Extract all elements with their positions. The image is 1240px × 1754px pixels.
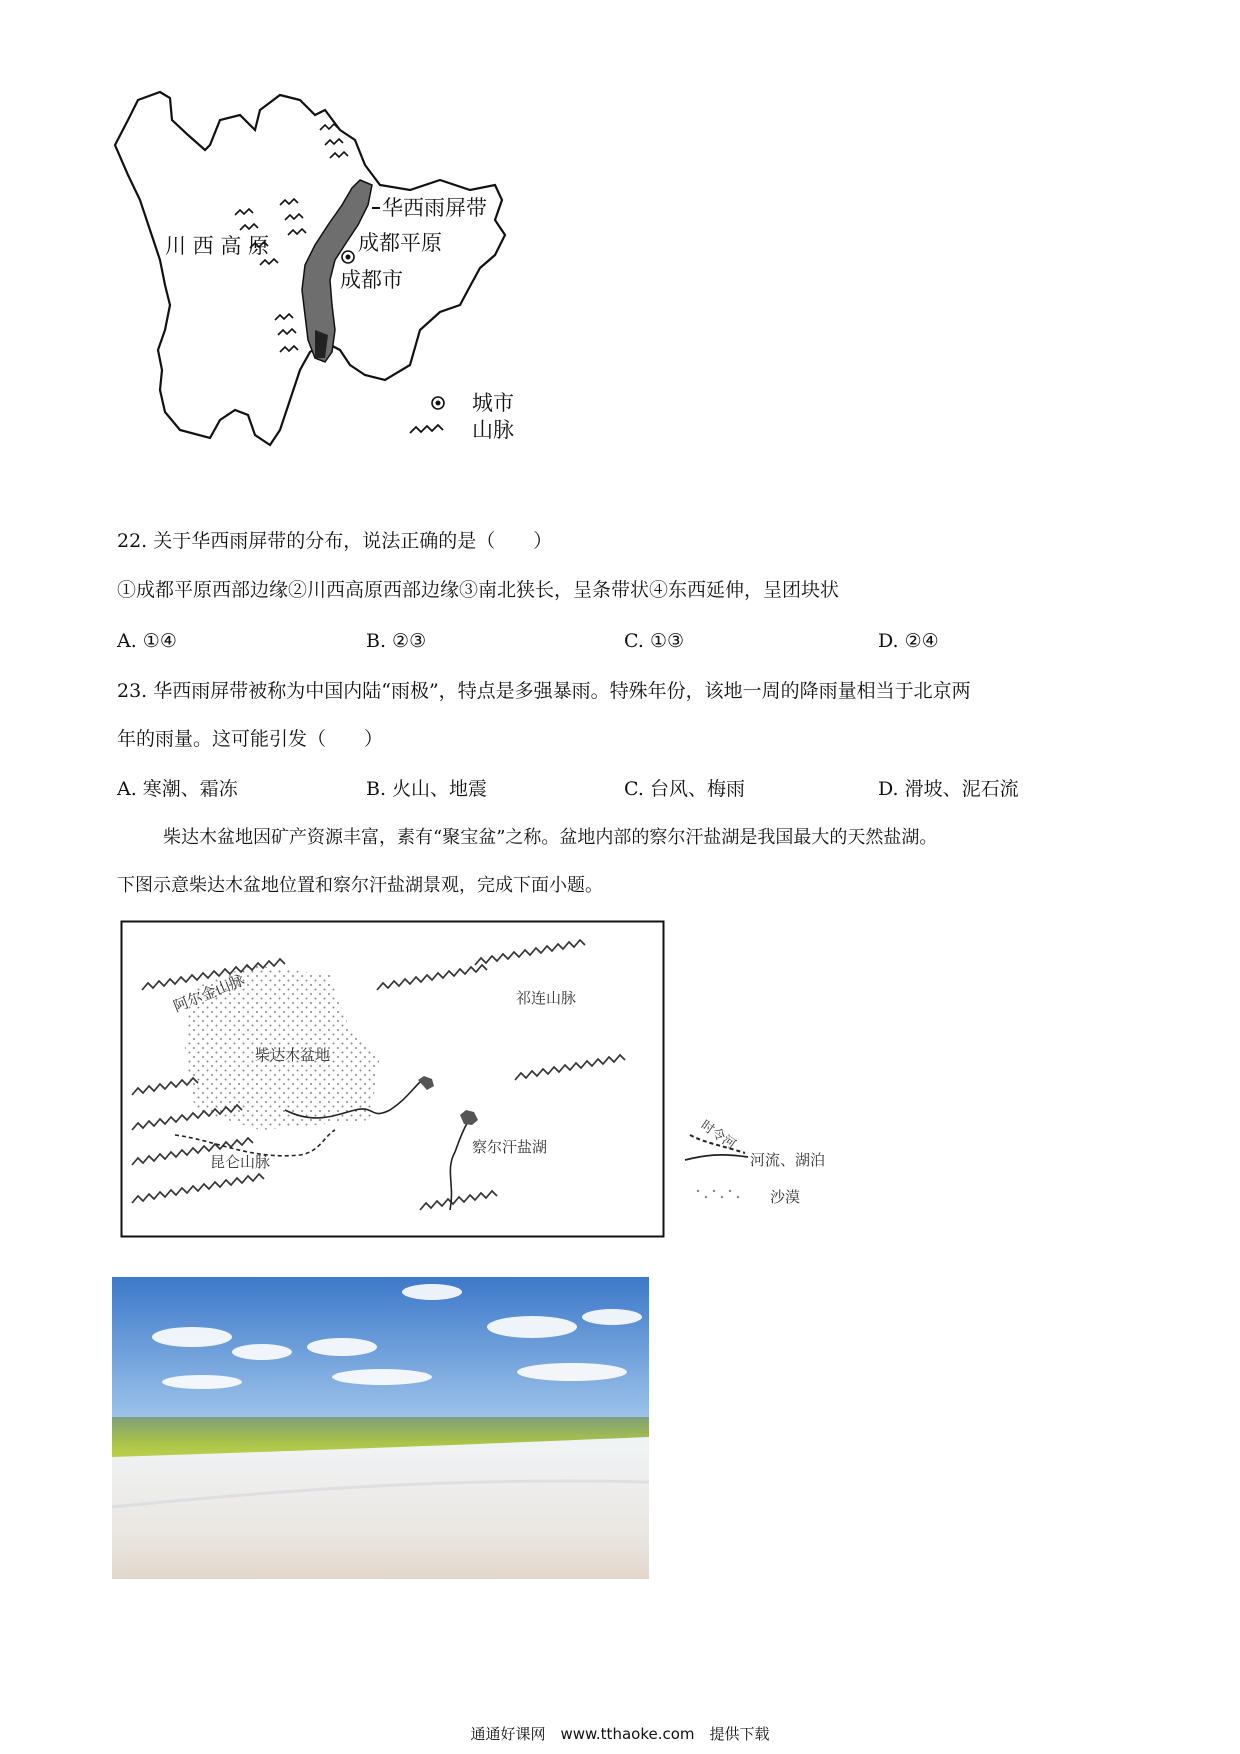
label-chuanxi-plateau: 川 西 高 原 xyxy=(165,234,270,258)
q23-option-a[interactable]: A. 寒潮、霜冻 xyxy=(117,778,238,800)
salt-lake-photo xyxy=(112,1277,649,1579)
label-huaxi-belt: 华西雨屏带 xyxy=(382,196,487,220)
legend-river-label: 河流、湖泊 xyxy=(750,1151,826,1169)
q22-option-c[interactable]: C. ①③ xyxy=(624,630,685,652)
intro-line1: 柴达木盆地因矿产资源丰富，素有“聚宝盆”之称。盆地内部的察尔汗盐湖是我国最大的天然盐湖。 xyxy=(163,827,938,848)
q22-option-b[interactable]: B. ②③ xyxy=(366,630,427,652)
legend-mountain-label: 山脉 xyxy=(472,418,514,442)
q23-option-d[interactable]: D. 滑坡、泥石流 xyxy=(878,778,1019,800)
q23-option-c[interactable]: C. 台风、梅雨 xyxy=(624,778,745,800)
q23-option-b[interactable]: B. 火山、地震 xyxy=(366,778,488,800)
legend-river-icon xyxy=(685,1155,748,1160)
q22-stem: 22. 关于华西雨屏带的分布，说法正确的是（ ） xyxy=(117,530,553,552)
sichuan-map xyxy=(110,90,550,510)
legend-city-label: 城市 xyxy=(472,391,514,415)
legend-mountain-icon xyxy=(410,425,443,433)
legend-desert-label: 沙漠 xyxy=(770,1188,801,1206)
q22-option-a[interactable]: A. ①④ xyxy=(117,630,177,652)
label-chengdu-plain: 成都平原 xyxy=(358,231,442,255)
label-aerjin-mountains: 阿尔金山脉 xyxy=(170,970,248,1016)
q22-option-d[interactable]: D. ②④ xyxy=(878,630,939,652)
qaidam-legend xyxy=(680,1095,860,1225)
q22-statements: ①成都平原西部边缘②川西高原西部边缘③南北狭长，呈条带状④东西延伸，呈团块状 xyxy=(117,579,840,601)
label-chengdu-city: 成都市 xyxy=(340,268,403,292)
legend-desert-icon xyxy=(697,1190,739,1198)
page-footer: 通通好课网 www.tthaoke.com 提供下载 xyxy=(470,1725,770,1743)
q23-stem-line1: 23. 华西雨屏带被称为中国内陆“雨极”，特点是多强暴雨。特殊年份，该地一周的降雨量相当于北京两 xyxy=(117,680,971,702)
label-qarhan-salt-lake: 察尔汗盐湖 xyxy=(472,1138,548,1156)
label-kunlun-mountains: 昆仑山脉 xyxy=(210,1153,271,1171)
intro-line2: 下图示意柴达木盆地位置和察尔汗盐湖景观，完成下面小题。 xyxy=(117,875,603,896)
qaidam-map xyxy=(120,920,665,1238)
label-qilian-mountains: 祁连山脉 xyxy=(516,989,577,1007)
label-qaidam-basin: 柴达木盆地 xyxy=(255,1046,331,1064)
legend-seasonal-river-label: 时令河 xyxy=(697,1117,739,1153)
q23-stem-line2: 年的雨量。这可能引发（ ） xyxy=(117,728,384,750)
